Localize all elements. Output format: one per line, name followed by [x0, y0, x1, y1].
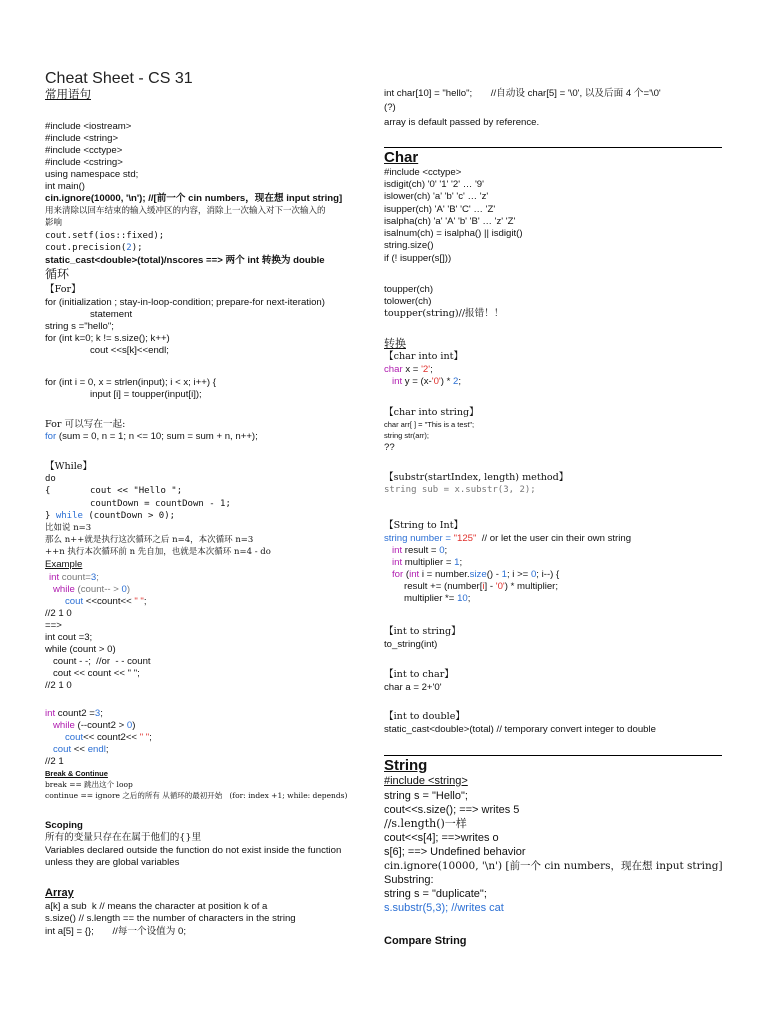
string-line: #include <string>	[384, 775, 468, 787]
convert-heading: 转换	[384, 337, 406, 350]
scoping-heading: Scoping	[45, 820, 83, 831]
char-line: if (! isupper(s[]))	[384, 253, 452, 264]
example-code-line: int cout =3;	[45, 632, 93, 643]
char-into-int-code: int y = (x-'0') * 2;	[392, 376, 462, 387]
string-line: string s = "duplicate";	[384, 888, 487, 900]
include-line: #include <cctype>	[45, 145, 123, 156]
for-combine-code: for (sum = 0, n = 1; n <= 10; sum = sum + n, n++);	[45, 431, 258, 442]
example2-code-line: cout<< count2<< " ";	[65, 732, 152, 743]
static-cast-line: static_cast<double>(total)/nscores ==> 两个 int 转换为 double	[45, 255, 325, 266]
scoping-cn: 所有的变量只存在在属于他们的{}里	[45, 832, 202, 843]
char-line: islower(ch) 'a' 'b' 'c' … 'z'	[384, 191, 489, 202]
example2-code-line: while (--count2 > 0)	[53, 720, 136, 731]
include-line: #include <iostream>	[45, 121, 132, 132]
char-into-int-label: 【char into int】	[384, 351, 464, 362]
break-continue-heading: Break & Continue	[45, 769, 108, 778]
cin-ignore-note: 用来清除以回车结束的输入缓冲区的内容，消除上一次输入对下一次输入的	[45, 206, 326, 216]
char-line: isalpha(ch) 'a' 'A' 'b' 'B' … 'z' 'Z'	[384, 216, 516, 227]
example2-code-line: cout << endl;	[53, 744, 109, 755]
loop-heading: 循环	[45, 267, 70, 281]
example-code-line: while (count > 0)	[45, 644, 116, 655]
string-line: s.substr(5,3); //writes cat	[384, 902, 504, 914]
example2-code-line: int count2 =3;	[45, 708, 103, 719]
char-line: #include <cctype>	[384, 167, 462, 178]
scoping-en-2: unless they are global variables	[45, 857, 180, 868]
example-code-line: count - -; //or - - count	[53, 656, 151, 667]
int-to-double-label: 【int to double】	[384, 711, 466, 722]
break-line: break == 跳出这个 loop	[45, 780, 133, 789]
int-to-string-code: to_string(int)	[384, 639, 438, 650]
string-to-int-code: int result = 0;	[392, 545, 448, 556]
for-loop-1-body: cout <<s[k]<<endl;	[90, 345, 169, 356]
precision-line: cout.precision(2);	[45, 243, 143, 253]
example-label: Example	[45, 559, 83, 570]
string-to-int-code: multiplier *= 10;	[404, 593, 471, 604]
common-statements-heading: 常用语句	[45, 87, 91, 101]
post-increment-note: 那么 n++就是执行这次循环之后 n=4，本次循环 n=3	[45, 535, 254, 545]
do-brace: {	[45, 486, 51, 496]
do-while-close: } while (countDown > 0);	[45, 511, 176, 521]
example-code-line: while (count-- > 0)	[53, 584, 131, 595]
char-line: isalnum(ch) = isalpha() || isdigit()	[384, 228, 523, 239]
substr-code: string sub = x.substr(3, 2);	[384, 485, 536, 495]
setf-line: cout.setf(ios::fixed);	[45, 231, 165, 241]
char-line: string.size()	[384, 240, 434, 251]
string-heading: String	[384, 757, 428, 774]
char-line: isdigit(ch) '0' '1' '2' … '9'	[384, 179, 484, 190]
int-to-string-label: 【int to string】	[384, 626, 461, 637]
do-keyword: do	[45, 474, 56, 484]
array-line-1: a[k] a sub k // means the character at position k of a	[45, 901, 268, 912]
scoping-en-1: Variables declared outside the function do not exist inside the function	[45, 845, 342, 856]
string-decl: string s ="hello";	[45, 321, 114, 332]
for-label: 【For】	[45, 284, 81, 295]
pre-increment-note: ++n 执行本次循环前 n 先自加，也就是本次循环 n=4 - do	[45, 547, 271, 557]
continue-line: continue == ignore 之后的所有 从循环的最初开始 (for: index +1; while: depends)	[45, 791, 348, 800]
int-to-char-label: 【int to char】	[384, 669, 454, 680]
cin-ignore-note-2: 影响	[45, 218, 63, 228]
char-into-string-label: 【char into string】	[384, 407, 479, 418]
char-init-question: (?)	[384, 102, 396, 113]
string-line: string s = "Hello";	[384, 790, 468, 802]
section-divider	[384, 147, 722, 148]
example-code-line: //2 1 0	[45, 680, 72, 691]
char-into-int-code: char x = '2';	[384, 364, 433, 375]
example-code-line: ==>	[45, 620, 62, 631]
for-statement: statement	[90, 309, 133, 320]
do-body-2: countDown = countDown - 1;	[90, 499, 231, 509]
char-init-line: int char[10] = "hello"; //自动设 char[5] = '\0', 以及后面 4 个='\0'	[384, 88, 661, 99]
string-line: cout<<s[4]; ==>writes o	[384, 832, 499, 844]
array-line-3: int a[5] = {}; //每一个设值为 0;	[45, 926, 187, 937]
for-loop-2-body: input [i] = toupper(input[i]);	[90, 389, 202, 400]
case-function-line: toupper(ch)	[384, 284, 434, 295]
section-divider	[384, 755, 722, 756]
for-loop-1: for (int k=0; k != s.size(); k++)	[45, 333, 170, 344]
cin-ignore-line: cin.ignore(10000, '\n'); //[前一个 cin numbers，现在想 input string]	[45, 193, 343, 204]
compare-string-heading: Compare String	[384, 935, 467, 947]
string-to-int-label: 【String to Int】	[384, 520, 464, 531]
example2-code-line: //2 1	[45, 756, 64, 767]
array-heading: Array	[45, 887, 74, 899]
array-reference-note: array is default passed by reference.	[384, 117, 540, 128]
int-to-double-code: static_cast<double>(total) // temporary convert integer to double	[384, 724, 656, 735]
string-to-int-code: for (int i = number.size() - 1; i >= 0; i--) {	[392, 569, 560, 580]
string-line: //s.length()一样	[384, 817, 467, 830]
include-line: #include <string>	[45, 133, 119, 144]
char-line: isupper(ch) 'A' 'B' 'C' … 'Z'	[384, 204, 496, 215]
main-line: int main()	[45, 181, 85, 192]
string-to-int-code: string number = "125" // or let the user cin their own string	[384, 533, 632, 544]
string-line: cout<<s.size(); ==> writes 5	[384, 804, 520, 816]
case-function-line: toupper(string)//报错！！	[384, 308, 504, 319]
string-line: Substring:	[384, 874, 434, 886]
for-loop-2: for (int i = 0, x = strlen(input); i < x; i++) {	[45, 377, 216, 388]
char-into-string-code: char arr[ ] = "This is a test";	[384, 420, 475, 429]
do-body-1: cout << "Hello ";	[90, 486, 183, 496]
increment-example: 比如说 n=3	[45, 523, 92, 533]
char-heading: Char	[384, 149, 419, 166]
string-line: s[6]; ==> Undefined behavior	[384, 846, 526, 858]
while-label: 【While】	[45, 461, 93, 472]
string-line: cin.ignore(10000, '\n') [前一个 cin numbers，现在想 input string]	[384, 860, 723, 872]
substr-label: 【substr(startIndex, length) method】	[384, 472, 569, 483]
example-code-line: int count=3;	[49, 572, 99, 583]
string-to-int-code: int multiplier = 1;	[392, 557, 463, 568]
char-into-string-code: ??	[384, 442, 395, 453]
page-title: Cheat Sheet - CS 31	[45, 70, 193, 87]
example-code-line: cout << count << " ";	[53, 668, 140, 679]
include-line: #include <cstring>	[45, 157, 123, 168]
array-line-2: s.size() // s.length == the number of characters in the string	[45, 913, 296, 924]
for-combine-note: For 可以写在一起:	[45, 419, 126, 430]
int-to-char-code: char a = 2+'0'	[384, 682, 442, 693]
for-syntax: for (initialization ; stay-in-loop-condition; prepare-for next-iteration)	[45, 297, 325, 308]
char-into-string-code: string str(arr);	[384, 431, 429, 440]
namespace-line: using namespace std;	[45, 169, 139, 180]
string-to-int-code: result += (number[i] - '0') * multiplier;	[404, 581, 559, 592]
example-code-line: cout <<count<< " ";	[65, 596, 147, 607]
case-function-line: tolower(ch)	[384, 296, 432, 307]
example-code-line: //2 1 0	[45, 608, 72, 619]
